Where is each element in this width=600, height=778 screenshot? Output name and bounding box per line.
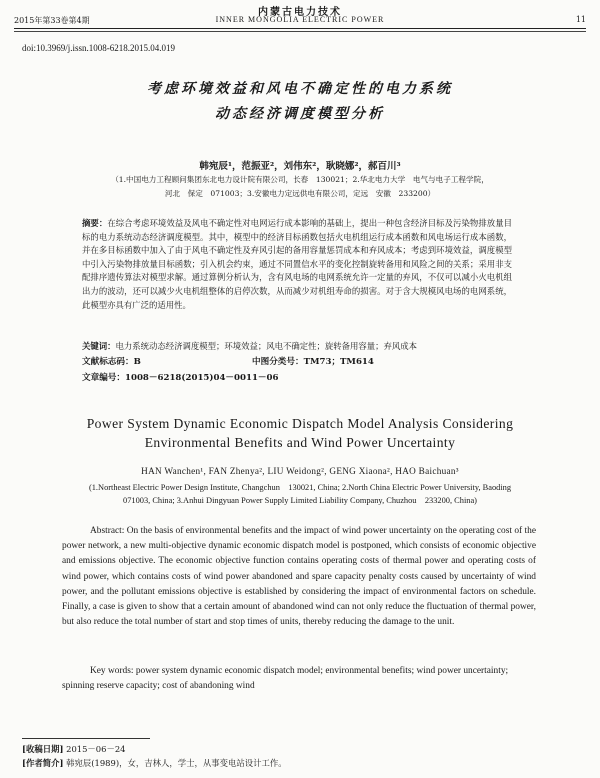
affiliation-cn-line: （1.中国电力工程顾问集团东北电力设计院有限公司，长春 130021；2.华北电力大学 电气与电子工程学院， xyxy=(111,175,489,184)
meta-row-article xyxy=(82,371,512,383)
header-rule xyxy=(14,28,586,29)
abstract-en xyxy=(62,524,536,630)
footnote-author xyxy=(22,757,287,769)
title-en-line-1: Power System Dynamic Economic Dispatch Model Analysis Considering xyxy=(86,416,514,431)
title-cn-line-1: 考虑环境效益和风电不确定性的电力系统 xyxy=(147,81,453,97)
journal-name-en: INNER MONGOLIA ELECTRIC POWER xyxy=(215,15,385,24)
issue-info: 2015年第33卷第4期 xyxy=(14,16,90,25)
keywords-en xyxy=(62,664,536,694)
keywords-cn xyxy=(82,340,512,353)
doc-code-label: 文献标志码： xyxy=(82,357,134,367)
title-cn-line-2: 动态经济调度模型分析 xyxy=(215,106,385,122)
footnote-received xyxy=(22,743,126,755)
abstract-en-text: On the basis of environmental benefits and the impact of wind power uncertainty on the operating cost of the power network, a new multi-objective dynamic economic dispatch model is postponed, which consists of economic objective and emissions objective. The economic objective function contains operating costs of thermal power and operating costs of wind power, which contains costs of wind power abandoned and spare capacity penalty costs caused by uncertainty of wind power, and the pollutant emissions objective is established by considering the impact of environmental factors on schedule. Finally, a case is given to show that a certain amount of abandoned wind can not only reduce the fluctuation of thermal power, but also reduce the total number of start and stop times of units, thereby reducing the damage to the unit. xyxy=(62,526,536,628)
keywords-cn-label: 关键词： xyxy=(82,341,116,351)
author-bio: 韩宛辰(1989)，女，吉林人，学士，从事变电站设计工作。 xyxy=(66,758,287,768)
abstract-cn xyxy=(82,217,512,312)
doc-code: B xyxy=(133,357,141,367)
keywords-en-label: Key words: xyxy=(90,666,134,676)
affiliation-en-line: (1.Northeast Electric Power Design Institute, Changchun 130021, China; 2.North China Electric Power University, Baoding xyxy=(88,483,512,492)
abstract-en-label: Abstract: xyxy=(90,526,125,536)
received-date: 2015－06－24 xyxy=(66,744,126,754)
received-label: [收稿日期] xyxy=(22,744,64,754)
footnote-rule xyxy=(22,738,150,739)
page-number: 11 xyxy=(575,15,586,24)
meta-row-codes xyxy=(82,355,512,367)
keywords-cn-text: 电力系统动态经济调度模型；环境效益；风电不确定性；旋转备用容量；弃风成本 xyxy=(115,341,417,351)
affiliation-en-line: 071003, China; 3.Anhui Dingyuan Power Supply Limited Liability Company, Chuzhou 233200, China) xyxy=(123,496,477,505)
header-rule-thin xyxy=(14,31,586,32)
clc-label: 中图分类号： xyxy=(252,357,304,367)
article-no: 1008－6218(2015)04－0011－06 xyxy=(124,373,279,383)
affiliations-en xyxy=(20,481,580,507)
authors-cn: 韩宛辰¹，范振亚²，刘伟东²，耿晓娜²，郝百川³ xyxy=(199,161,401,172)
authors-en: HAN Wanchen¹, FAN Zhenya², LIU Weidong², GENG Xiaona², HAO Baichuan³ xyxy=(141,466,459,476)
journal-name-cn: 内蒙古电力技术 xyxy=(258,7,342,18)
abstract-cn-label: 摘要： xyxy=(82,218,108,228)
affiliation-cn-line: 河北 保定 071003；3.安徽电力定远供电有限公司，定远 安徽 233200） xyxy=(164,189,436,198)
abstract-cn-text: 在综合考虑环境效益及风电不确定性对电网运行成本影响的基础上，提出一种包含经济目标及污染物排放量目标的电力系统动态经济调度模型。其中，模型中的经济目标函数包括火电机组运行成本函数和风电场运行成本函数，并在多目标函数中加入了由于风电不确定性及弃风引起的备用容量惩罚成本和弃风成本；考虑到环境效益，调度模型中引入污染物排放量目标函数；引入机会约束，通过不同置信水平的变化控制旋转备用和风险之间的关系；采用非支配排序遗传算法对模型求解。通过算例分析认为，含有风电场的电网系统允许一定量的弃风，不仅可以减小火电机组出力的波动，还可以减少火电机组整体的启停次数，从而减少对机组寿命的损害。对于含大规模风电场的电网系统，此模型亦具有广泛的适用性。 xyxy=(82,218,513,310)
running-header xyxy=(14,15,586,27)
doi: doi:10.3969/j.issn.1008-6218.2015.04.019 xyxy=(22,43,176,53)
affiliations-cn xyxy=(40,173,560,201)
keywords-en-text: power system dynamic economic dispatch model; environmental benefits; wind power uncertainty; spinning reserve capacity; cost of abandoning wind xyxy=(62,666,509,692)
author-bio-label: [作者简介] xyxy=(22,758,64,768)
clc-block xyxy=(252,355,374,367)
article-no-label: 文章编号： xyxy=(82,373,125,383)
clc-code: TM73；TM614 xyxy=(303,357,374,367)
title-en-line-2: Environmental Benefits and Wind Power Uncertainty xyxy=(144,435,456,450)
